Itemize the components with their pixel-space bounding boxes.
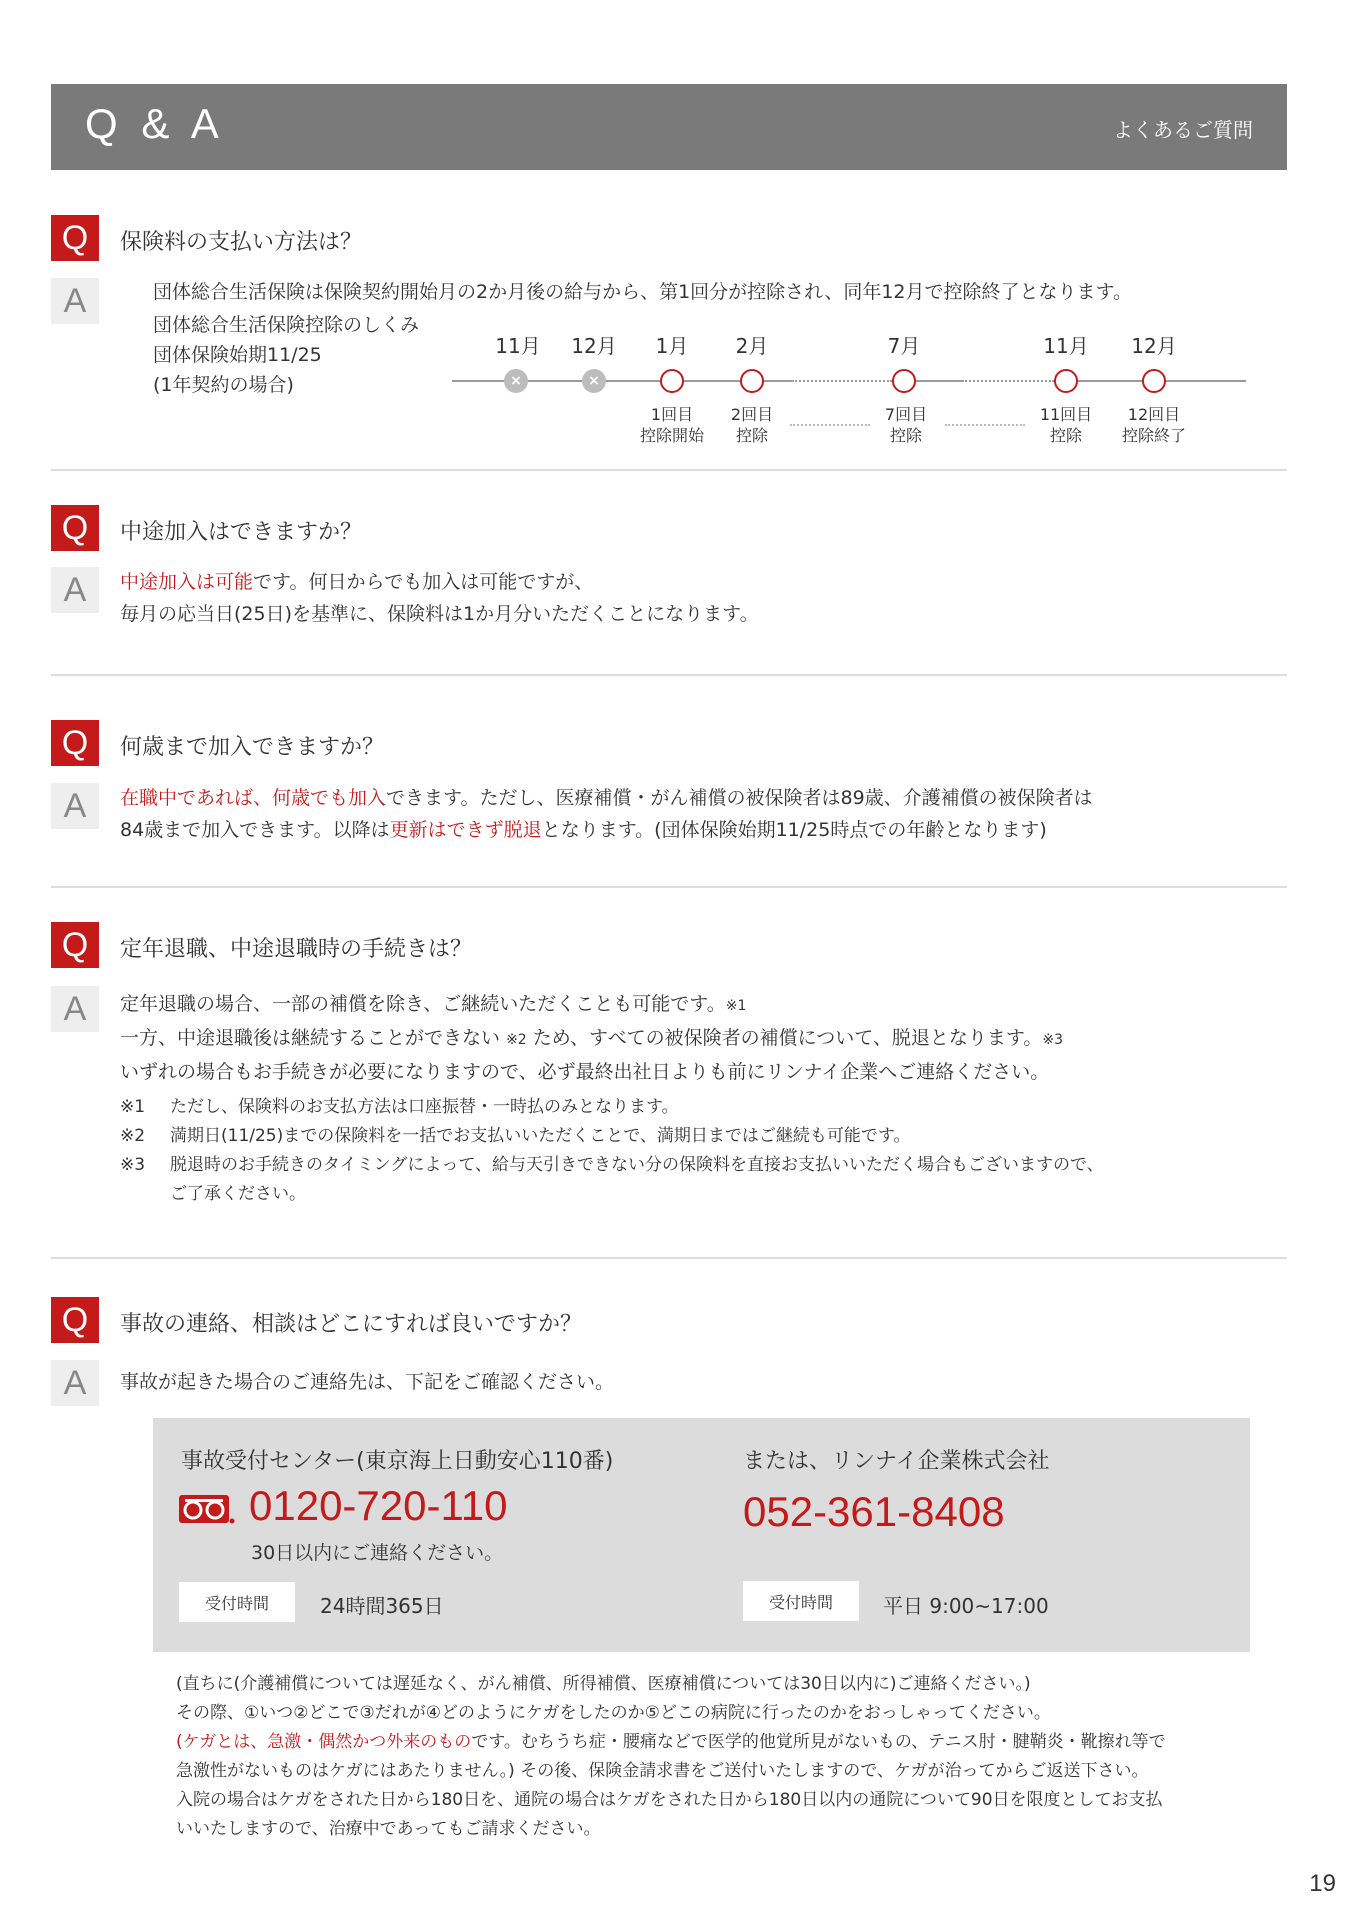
page-header [51,84,1287,170]
header-subtitle: よくあるご質問 [1113,118,1253,142]
contact-box [153,1418,1250,1652]
a-badge: A [51,783,99,829]
question-payment: 保険料の支払い方法は？ [120,230,363,255]
question-retirement: 定年退職、中途退職時の手続きは？ [120,937,473,962]
note-text: ただし、保険料のお支払方法は口座振替・一時払のみとなります。 [170,1097,679,1117]
timeline-month: 12月 [1131,334,1177,358]
q-badge: Q [51,720,99,766]
timeline-dotted-line [962,380,1054,382]
answer-retirement: 定年退職の場合、一部の補償を除き、ご継続いただくことも可能です。※1 一方、中途退職後は継続することができない ※2 ため、すべての被保険者の補償について、脱退となります。※3 いずれの場合もお手続きが必要になりますので、必ず最終出社日よりも前にリンナイ企業へご連絡ください。 [120,993,1063,1083]
note-text: ご了承ください。 [170,1184,306,1204]
question-accident-contact: 事故の連絡、相談はどこにすれば良いですか？ [120,1312,583,1337]
divider [51,886,1287,888]
timeline-dotted-line [792,380,892,382]
no-deduction-icon: × [504,369,528,393]
timeline-month: 11月 [495,334,541,358]
a-badge: A [51,567,99,613]
timeline-step: 2回目 控除 [730,405,774,445]
answer-mid-enrollment: 中途加入は可能です。何日からでも加入は可能ですが、 毎月の応当日(25日)を基準に、保険料は1か月分いただくことになります。 [120,571,759,625]
deduction-circle-icon [1142,369,1166,393]
deduction-circle-icon [740,369,764,393]
note-mark: ※2 [120,1126,146,1146]
timeline-step: 1回目 控除開始 [639,405,705,445]
question-mid-enrollment: 中途加入はできますか？ [120,520,363,545]
timeline-month: 7月 [887,334,921,358]
accident-center-phone[interactable]: 0120-720-110 [249,1482,508,1529]
timeline-note: (1年契約の場合) [153,374,294,396]
contact-deadline: 30日以内にご連絡ください。 [251,1542,504,1564]
timeline-month: 1月 [655,334,689,358]
timeline-month: 2月 [735,334,769,358]
step-dotted-line [790,424,870,426]
timeline-title: 団体総合生活保険控除のしくみ [153,314,420,336]
divider [51,1257,1287,1259]
q-badge: Q [51,505,99,551]
note-mark: ※3 [120,1155,146,1175]
company-hours: 平日 9:00~17:00 [883,1594,1049,1618]
answer-age-limit: 在職中であれば、何歳でも加入できます。ただし、医療補償・がん補償の被保険者は89歳、介護補償の被保険者は 84歳まで加入できます。以降は更新はできず脱退となります。(団体保険始期11/25時点での年齢となります) [120,787,1093,841]
header-title: Q & A [85,100,225,147]
timeline-step: 12回目 控除終了 [1121,405,1187,445]
question-age-limit: 何歳まで加入できますか？ [120,735,385,760]
a-badge: A [51,1360,99,1406]
contact-right-title: または、リンナイ企業株式会社 [743,1449,1050,1474]
timeline-step: 7回目 控除 [884,405,928,445]
accident-notes: (直ちに(介護補償については遅延なく、がん補償、所得補償、医療補償については30日以内に)ご連絡ください。) その際、①いつ②どこで③だれが④どのようにケガをしたのか⑤どこの病院に行ったのかをおっしゃってください。 (ケガとは、急激・偶然かつ外来のものです。むちうち症・腰痛などで医学的他覚所見がないもの、テニス肘・腱鞘炎・靴擦れ等で 急激性がないものはケガにはあたりません。) その後、保険金請求書をご送付いたしますので、ケガが治ってからご返送下さい。 入院の場合はケガをされた日から180日を、通院の場合はケガをされた日から180日以内の通院について90日を限度としてお支払 いいたしますので、治療中であってもご請求ください。 [176,1674,1166,1839]
q-badge: Q [51,215,99,261]
timeline-step: 11回目 控除 [1039,405,1093,445]
company-phone[interactable]: 052-361-8408 [743,1488,1005,1535]
free-dial-icon [179,1493,235,1527]
note-text: 脱退時のお手続きのタイミングによって、給与天引きできない分の保険料を直接お支払いいただく場合もございますので、 [170,1155,1104,1175]
note-mark: ※1 [120,1097,146,1117]
deduction-circle-icon [1054,369,1078,393]
hours-tag: 受付時間 [179,1582,295,1622]
timeline-start: 団体保険始期11/25 [153,344,322,366]
a-badge: A [51,278,99,324]
no-deduction-icon: × [582,369,606,393]
deduction-circle-icon [892,369,916,393]
timeline-month: 11月 [1043,334,1089,358]
step-dotted-line [945,424,1025,426]
answer-payment: 団体総合生活保険は保険契約開始月の2か月後の給与から、第1回分が控除され、同年12月で控除終了となります。 [153,281,1132,303]
page-number: 19 [1309,1870,1336,1897]
q-badge: Q [51,1297,99,1343]
a-badge: A [51,986,99,1032]
divider [51,469,1287,471]
accident-center-hours: 24時間365日 [320,1594,444,1618]
q-badge: Q [51,922,99,968]
hours-tag: 受付時間 [743,1581,859,1621]
answer-accident-contact: 事故が起きた場合のご連絡先は、下記をご確認ください。 [120,1371,615,1393]
divider [51,674,1287,676]
timeline-month: 12月 [571,334,617,358]
note-text: 満期日(11/25)までの保険料を一括でお支払いいただくことで、満期日まではご継続も可能です。 [170,1126,911,1146]
contact-left-title: 事故受付センター(東京海上日動安心110番) [181,1449,614,1474]
deduction-circle-icon [660,369,684,393]
